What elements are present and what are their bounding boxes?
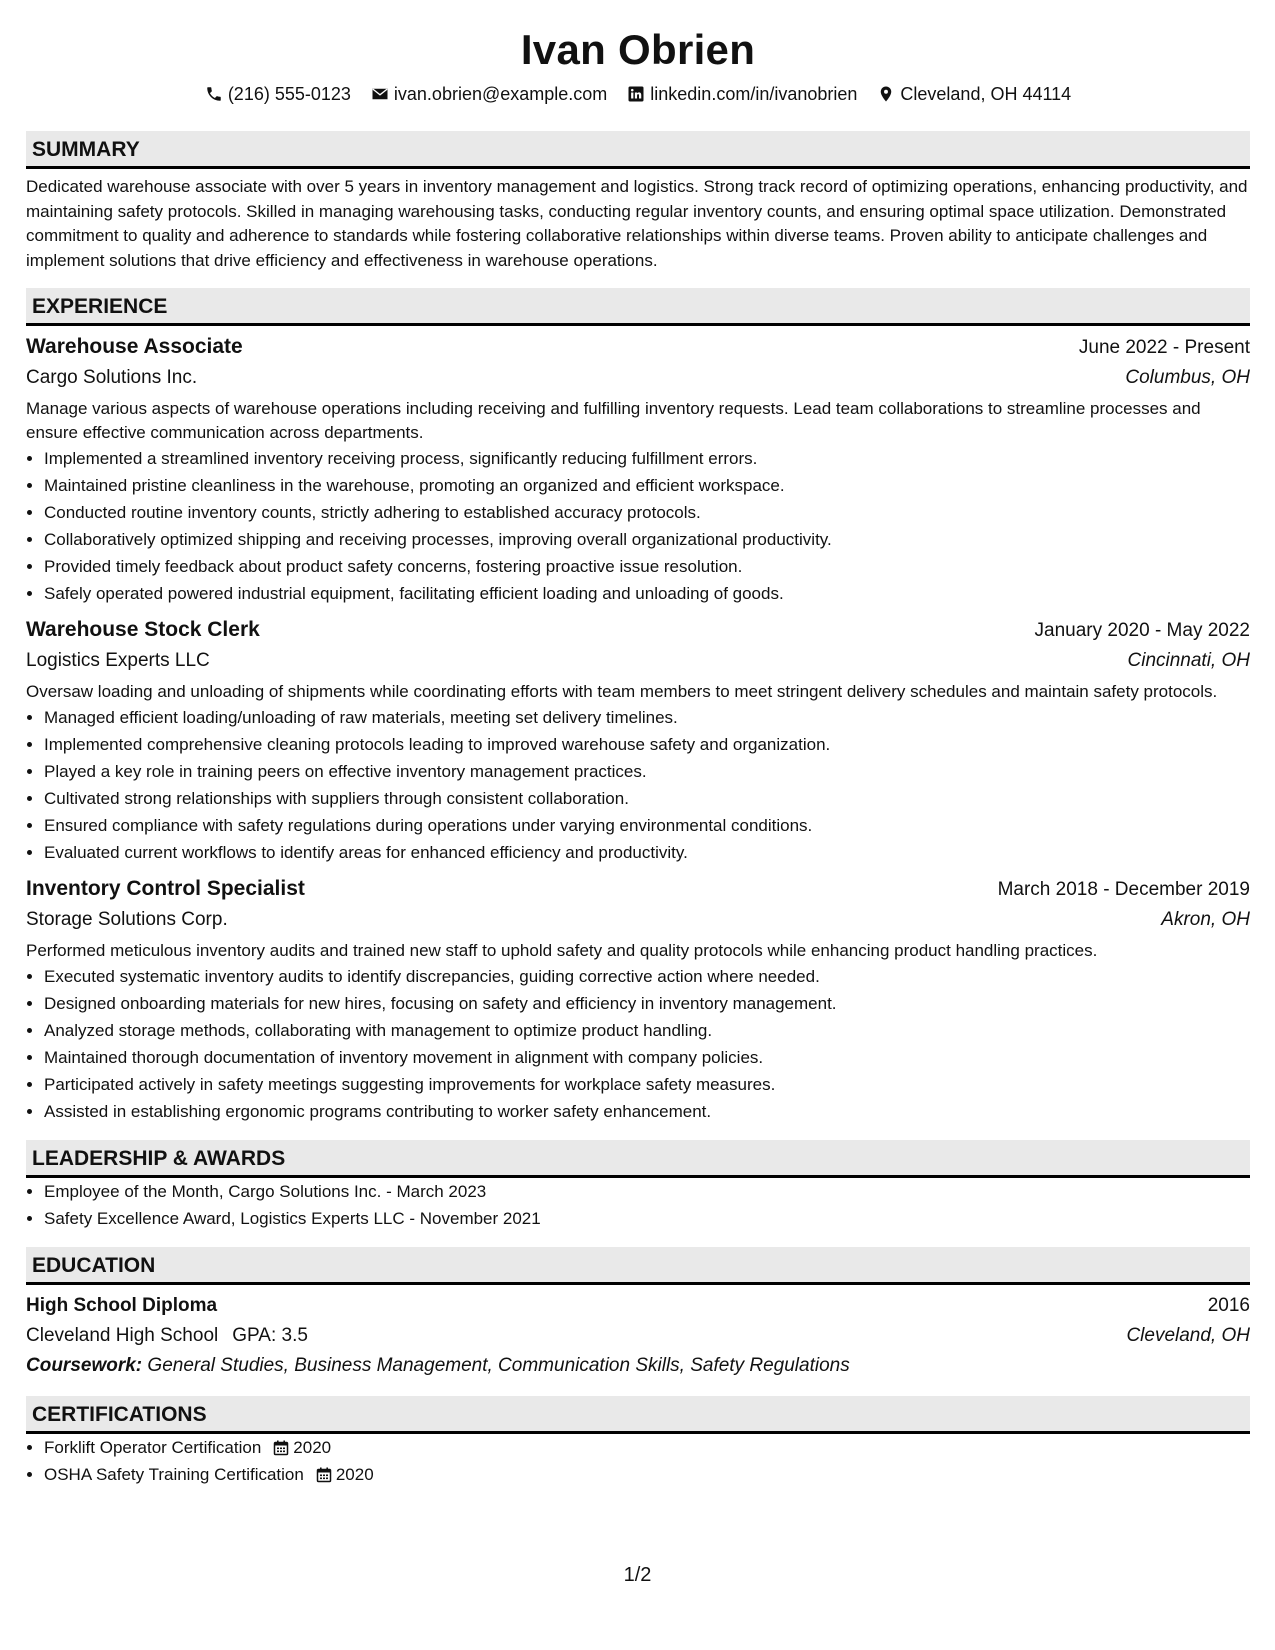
awards-list [26,1178,1250,1232]
linkedin-text: linkedin.com/in/ivanobrien [650,84,858,104]
summary-heading: SUMMARY [26,131,1250,169]
coursework-text: General Studies, Business Management, Communication Skills, Safety Regulations [147,1355,850,1376]
certifications-list [26,1434,1250,1488]
certification-name: • Forklift Operator Certification [44,1438,262,1457]
job-title: Warehouse Associate [26,335,243,358]
calendar-icon [316,1467,332,1483]
linkedin-icon [627,85,645,103]
education-heading: EDUCATION [26,1247,1250,1285]
envelope-icon [371,85,389,103]
job-bullet: • Analyzed storage methods, collaborating with management to optimize product handling. [44,1017,1250,1044]
job-bullet: • Conducted routine inventory counts, strictly adhering to established accuracy protocols. [44,499,1250,526]
job-description: Oversaw loading and unloading of shipments while coordinating efforts with team members to meet stringent delivery schedules and maintain safety protocols. [26,682,1218,701]
degree: High School Diploma [26,1295,218,1316]
certification-year: 2020 [293,1438,332,1457]
job-location: Cincinnati, OH [1127,650,1250,671]
certification-year: 2020 [335,1465,374,1484]
certification-item [44,1434,1250,1461]
awards-heading: LEADERSHIP & AWARDS [26,1140,1250,1178]
contact-email[interactable] [371,82,607,106]
job-bullet: • Implemented comprehensive cleaning protocols leading to improved warehouse safety and organization. [44,731,1250,758]
job-description: Performed meticulous inventory audits and trained new staff to uphold safety and quality protocols while enhancing product handling practices. [26,941,1098,960]
job-bullets [26,445,1250,607]
award-item: • Safety Excellence Award, Logistics Experts LLC - November 2021 [44,1205,1250,1232]
contact-location [877,82,1071,106]
location-text: Cleveland, OH 44114 [900,84,1072,104]
certification-item [44,1461,1250,1488]
job-bullet: • Safely operated powered industrial equipment, facilitating efficient loading and unloading of goods. [44,580,1250,607]
coursework-label: Coursework: [26,1355,143,1376]
job-dates: June 2022 - Present [1078,337,1250,358]
page-number: 1/2 [623,1564,652,1586]
job-description: Manage various aspects of warehouse operations including receiving and fulfilling inventory requests. Lead team collaborations to streamline processes and ensure effective communication across departments. [26,399,1201,442]
resume-page [26,0,1250,1488]
certification-name: • OSHA Safety Training Certification [44,1465,304,1484]
job-location: Akron, OH [1161,909,1250,930]
job-bullet: • Participated actively in safety meetings suggesting improvements for workplace safety measures. [44,1071,1250,1098]
job-bullet: • Provided timely feedback about product safety concerns, fostering proactive issue resolution. [44,553,1250,580]
job-bullet: • Cultivated strong relationships with suppliers through consistent collaboration. [44,785,1250,812]
summary-text: Dedicated warehouse associate with over 5 years in inventory management and logistics. Strong track record of optimizing operations, enhancing productivity, and maintaining safety protocols. Skilled in managing warehousing tasks, conducting regular inventory counts, and ensuring optimal space utilization. Demonstrated commitment to quality and adherence to standards while fostering collaborative relationships within diverse teams. Proven ability to anticipate challenges and implement solutions that drive efficiency and effectiveness in warehouse operations. [26,177,1248,270]
job-title: Inventory Control Specialist [26,877,305,900]
job-bullet: • Maintained pristine cleanliness in the warehouse, promoting an organized and efficient workspace. [44,472,1250,499]
job-bullet: • Implemented a streamlined inventory receiving process, significantly reducing fulfillment errors. [44,445,1250,472]
job-bullets [26,704,1250,866]
job-title: Warehouse Stock Clerk [26,618,260,641]
job-company: Storage Solutions Corp. [26,909,228,930]
job-bullet: • Ensured compliance with safety regulations during operations under varying environmental conditions. [44,812,1250,839]
candidate-name: Ivan Obrien [520,26,756,73]
job-bullet: • Executed systematic inventory audits to identify discrepancies, guiding corrective action where needed. [44,963,1250,990]
job-location: Columbus, OH [1125,367,1250,388]
job-bullet: • Played a key role in training peers on effective inventory management practices. [44,758,1250,785]
calendar-icon [273,1440,289,1456]
job-bullets [26,963,1250,1125]
job-bullet: • Maintained thorough documentation of inventory movement in alignment with company policies. [44,1044,1250,1071]
job-bullet: • Designed onboarding materials for new hires, focusing on safety and efficiency in inventory management. [44,990,1250,1017]
map-pin-icon [877,85,895,103]
phone-icon [205,85,223,103]
award-item: • Employee of the Month, Cargo Solutions Inc. - March 2023 [44,1178,1250,1205]
job-entry [26,332,1250,607]
job-company: Logistics Experts LLC [26,650,210,671]
job-company: Cargo Solutions Inc. [26,367,198,388]
certifications-heading: CERTIFICATIONS [26,1396,1250,1434]
contact-linkedin[interactable] [627,82,857,106]
job-dates: March 2018 - December 2019 [997,879,1250,900]
job-bullet: • Assisted in establishing ergonomic programs contributing to worker safety enhancement. [44,1098,1250,1125]
experience-heading: EXPERIENCE [26,288,1250,326]
contact-bar [26,82,1250,106]
school-location: Cleveland, OH [1126,1325,1250,1346]
job-bullet: • Collaboratively optimized shipping and receiving processes, improving overall organizational productivity. [44,526,1250,553]
coursework [26,1351,1250,1381]
contact-phone[interactable] [205,82,351,106]
job-dates: January 2020 - May 2022 [1034,620,1250,641]
job-bullet: • Managed efficient loading/unloading of raw materials, meeting set delivery timelines. [44,704,1250,731]
graduation-year: 2016 [1207,1295,1250,1316]
job-entry [26,874,1250,1125]
education-entry [26,1291,1250,1381]
email-text: ivan.obrien@example.com [393,84,608,104]
school-name: Cleveland High School [26,1325,219,1346]
gpa: GPA: 3.5 [232,1325,308,1346]
job-bullet: • Evaluated current workflows to identify areas for enhanced efficiency and productivity. [44,839,1250,866]
job-entry [26,615,1250,866]
phone-text: (216) 555-0123 [227,84,351,104]
